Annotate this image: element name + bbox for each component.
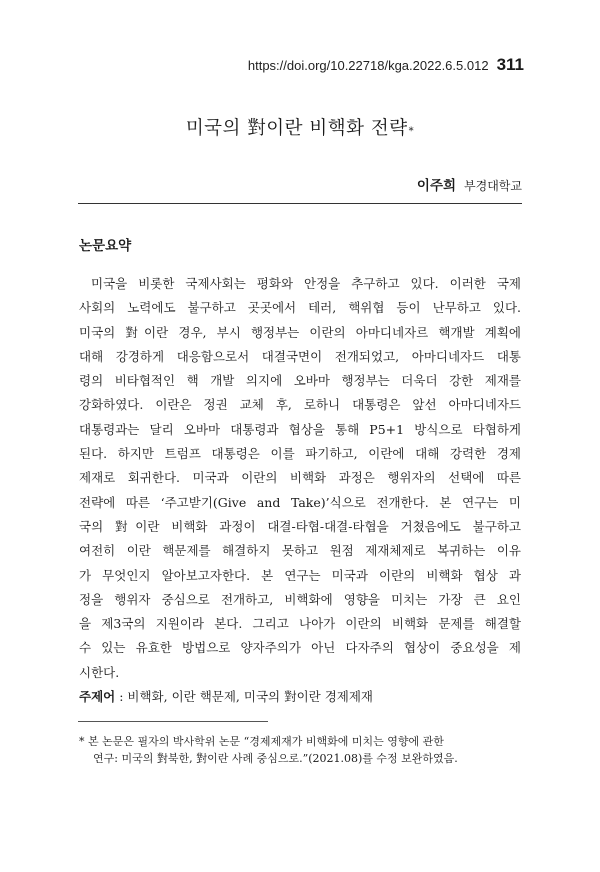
abstract-line: 을 제3국의 지원이라 본다. 그리고 나아가 이란의 비핵화 문제를 해결할 xyxy=(79,616,521,632)
footnote-line: 연구: 미국의 對북한, 對이란 사례 중심으로.”(2021.08)를 수정 보완하였음. xyxy=(93,752,458,765)
author-block xyxy=(417,174,522,194)
paper-title xyxy=(0,114,600,140)
author-affiliation: 부경대학교 xyxy=(464,179,522,193)
abstract-line: 국의 對이란 비핵화 과정이 대결-타협-대결-타협을 거쳤음에도 불구하고 xyxy=(79,518,521,534)
abstract-line: 사회의 노력에도 불구하고 곳곳에서 테러, 핵위협 등이 난무하고 있다. xyxy=(79,300,521,316)
abstract-line: 가 무엇인지 알아보고자한다. 본 연구는 미국과 이란의 비핵화 협상 과 xyxy=(79,567,521,583)
footnote xyxy=(79,733,521,767)
footnote-divider xyxy=(78,721,268,722)
keywords xyxy=(79,687,373,705)
abstract-line: 대해 강경하게 대응함으로서 대결국면이 전개되었고, 아마디네자드 대통 xyxy=(79,348,521,364)
abstract-line: 전략에 따른 ‘주고받기(Give and Take)’식으로 전개한다. 본 연구는 미 xyxy=(79,494,521,510)
abstract-line: 수 있는 유효한 방법으로 양자주의가 아닌 다자주의 협상이 중요성을 제 xyxy=(79,640,521,656)
abstract-line: 대통령과는 달리 오바마 대통령과 협상을 통해 P5+1 방식으로 타협하게 xyxy=(79,421,521,437)
abstract-heading: 논문요약 xyxy=(79,238,132,254)
abstract-line: 정을 행위자 중심으로 전개하고, 비핵화에 영향을 미치는 가장 큰 요인 xyxy=(79,591,521,607)
abstract-line: 강화하였다. 이란은 정권 교체 후, 로하니 대통령은 앞선 아마디네자드 xyxy=(79,397,521,413)
title-footnote-mark[interactable]: * xyxy=(408,126,415,137)
abstract-line: 제재로 회귀한다. 미국과 이란의 비핵화 과정은 행위자의 선택에 따른 xyxy=(79,470,521,486)
header-divider xyxy=(78,203,522,204)
abstract-line: 된다. 하지만 트럼프 대통령은 이를 파기하고, 이란에 대해 강력한 경제 xyxy=(79,446,521,462)
keywords-text: 비핵화, 이란 핵문제, 미국의 對이란 경제제재 xyxy=(127,689,373,704)
page-number: 311 xyxy=(496,55,524,74)
keywords-separator: : xyxy=(115,689,128,704)
abstract-line: 령의 비타협적인 핵 개발 의지에 오바마 행정부는 더욱더 강한 제재를 xyxy=(79,373,521,389)
abstract-line: 시한다. xyxy=(79,664,120,680)
abstract-line: 여전히 이란 핵문제를 해결하지 못하고 원점 제재체제로 복귀하는 이유 xyxy=(79,543,521,559)
running-header xyxy=(248,55,524,75)
abstract-line: 미국의 對이란 경우, 부시 행정부는 이란의 아마디네자르 핵개발 계획에 xyxy=(79,324,521,340)
doi-link[interactable]: https://doi.org/10.22718/kga.2022.6.5.012 xyxy=(247,58,489,73)
keywords-label: 주제어 xyxy=(79,689,116,704)
abstract-line: 미국을 비롯한 국제사회는 평화와 안정을 추구하고 있다. 이러한 국제 xyxy=(91,276,521,291)
paper-title-text: 미국의 對이란 비핵화 전략 xyxy=(185,118,408,139)
author-name: 이주희 xyxy=(416,178,457,194)
abstract-body xyxy=(79,272,521,685)
footnote-line: * 본 논문은 필자의 박사학위 논문 “경제제재가 비핵화에 미치는 영향에 관한 xyxy=(79,735,444,748)
